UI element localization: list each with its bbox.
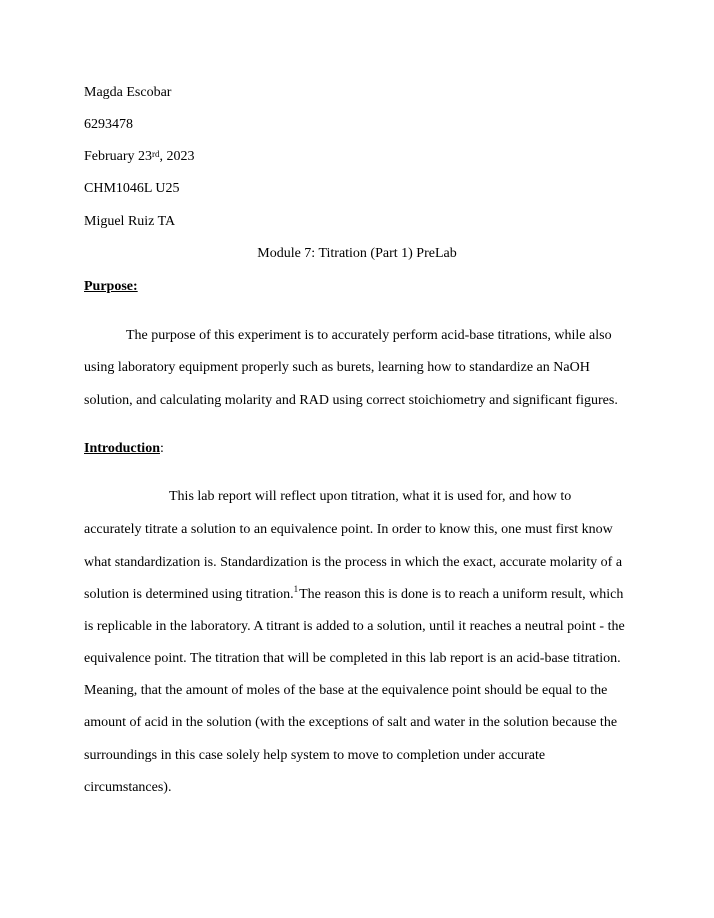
- date-prefix: February 23: [84, 149, 153, 164]
- date-suffix: , 2023: [159, 149, 195, 164]
- purpose-heading: Purpose:: [84, 279, 138, 294]
- introduction-heading-colon: :: [159, 441, 164, 456]
- intro-line: circumstances).: [84, 780, 172, 795]
- intro-line: This lab report will reflect upon titration, what it is used for, and how to: [169, 489, 572, 504]
- document-title: Module 7: Titration (Part 1) PreLab: [257, 246, 457, 261]
- intro-line-text: solution is determined using titration.: [84, 587, 294, 602]
- intro-line-text: The reason this is done is to reach a uniform result, which: [299, 587, 624, 602]
- intro-line: Meaning, that the amount of moles of the base at the equivalence point should be equal to the: [84, 683, 608, 698]
- footnote-ref: 1: [293, 584, 299, 594]
- intro-line: [84, 584, 624, 603]
- intro-line: equivalence point. The titration that will be completed in this lab report is an acid-base titration.: [84, 651, 621, 666]
- introduction-heading-line: [84, 441, 164, 457]
- introduction-heading: Introduction: [84, 441, 160, 456]
- purpose-line: solution, and calculating molarity and RAD using correct stoichiometry and significant figures.: [84, 393, 618, 408]
- date-ordinal: rd: [152, 149, 160, 159]
- student-id: 6293478: [84, 117, 133, 132]
- intro-line: amount of acid in the solution (with the exceptions of salt and water in the solution because the: [84, 715, 618, 730]
- intro-line: what standardization is. Standardization is the process in which the exact, accurate molarity of a: [84, 555, 623, 570]
- author-name: Magda Escobar: [84, 85, 172, 100]
- ta-name: Miguel Ruiz TA: [84, 214, 176, 229]
- intro-line: accurately titrate a solution to an equivalence point. In order to know this, one must first know: [84, 522, 613, 537]
- purpose-line: using laboratory equipment properly such as burets, learning how to standardize an NaOH: [84, 360, 590, 375]
- date-line: [84, 149, 195, 165]
- course-code: CHM1046L U25: [84, 181, 180, 196]
- intro-line: surroundings in this case solely help system to move to completion under accurate: [84, 748, 546, 763]
- intro-line: is replicable in the laboratory. A titrant is added to a solution, until it reaches a neutral point - the: [84, 619, 625, 634]
- purpose-line: The purpose of this experiment is to accurately perform acid-base titrations, while also: [126, 328, 612, 343]
